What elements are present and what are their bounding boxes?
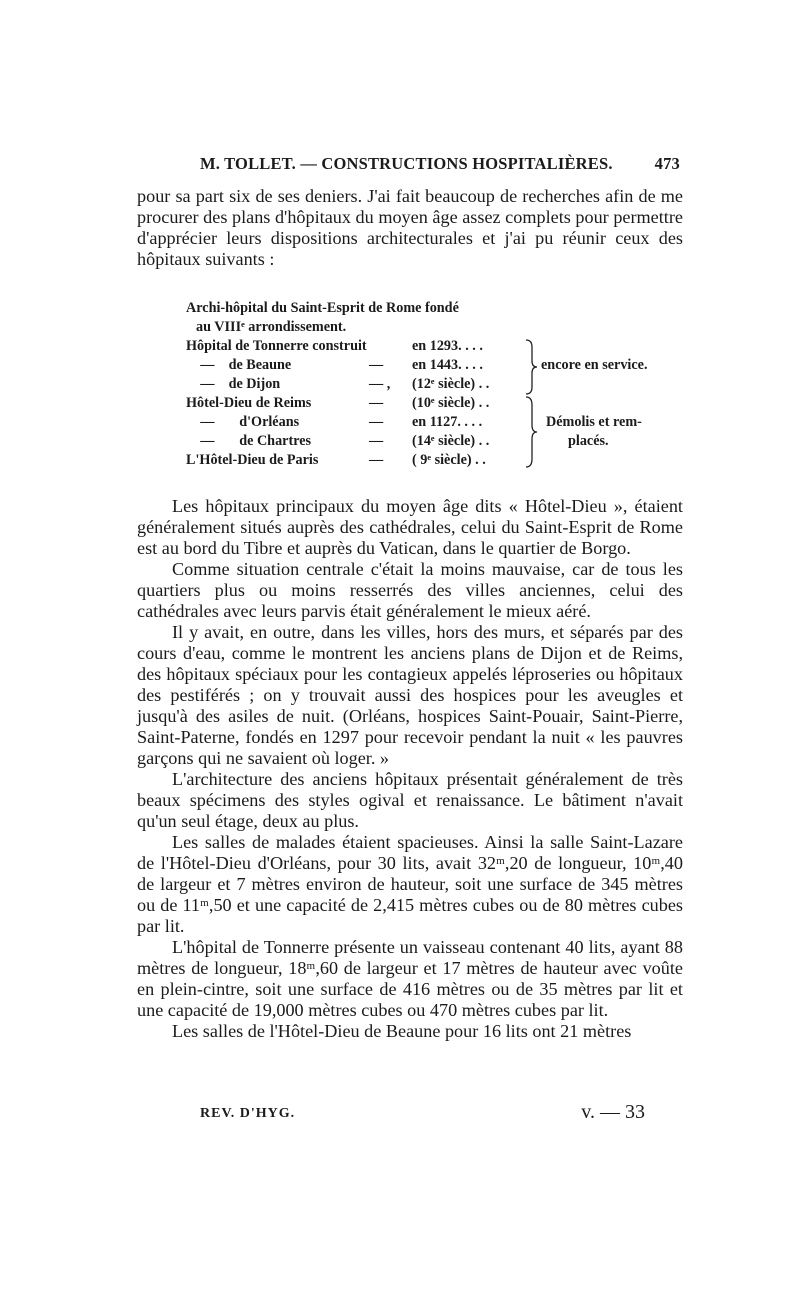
hospital-date: en 1127. . . . xyxy=(412,414,483,430)
main-text xyxy=(137,496,683,1042)
hospital-name: — de Chartres xyxy=(186,433,312,449)
hospital-date: (14ᵉ siècle) . . xyxy=(412,433,490,449)
note-service: encore en service. xyxy=(541,357,648,373)
hospital-list xyxy=(186,299,686,469)
hospital-name: Hôtel-Dieu de Reims xyxy=(186,395,312,411)
page-footer xyxy=(200,1101,645,1127)
list-item xyxy=(186,337,686,356)
hospital-name: L'Hôtel-Dieu de Paris xyxy=(186,452,319,468)
brace-icon xyxy=(524,339,538,395)
list-item xyxy=(186,394,686,413)
volume-sheet-mark: v. — 33 xyxy=(581,1101,645,1123)
ditto-dash: — xyxy=(369,357,384,373)
list-item xyxy=(186,432,686,451)
ditto-dash: — xyxy=(369,452,384,468)
ditto-dash: — xyxy=(369,395,384,411)
ditto-dash: — xyxy=(369,433,384,449)
note-demolished-cont: placés. xyxy=(568,433,609,449)
ditto-dash: — xyxy=(369,414,384,430)
hospital-date: en 1293. . . . xyxy=(412,338,483,354)
hospital-name: — de Beaune xyxy=(186,357,292,373)
hospital-name: — de Dijon xyxy=(186,376,281,392)
paragraph: Comme situation centrale c'était la moins mauvaise, car de tous les quartiers plus ou moins resserrés des villes anciennes, celui des cathédrales avec leurs parvis était généralement le mieux aéré. xyxy=(137,559,683,621)
ditto-dash: — , xyxy=(369,376,391,392)
list-intro-line-1: Archi-hôpital du Saint-Esprit de Rome fondé xyxy=(186,300,459,316)
note-demolished: Démolis et rem- xyxy=(546,414,642,430)
intro-paragraph: pour sa part six de ses deniers. J'ai fait beaucoup de recherches afin de me procurer des plans d'hôpitaux du moyen âge assez complets pour permettre d'apprécier leurs dispositions architecturales et j'ai pu réunir ceux des hôpitaux suivants : xyxy=(137,186,683,269)
paragraph: Les salles de l'Hôtel-Dieu de Beaune pour 16 lits ont 21 mètres xyxy=(172,1021,632,1041)
paragraph: Les hôpitaux principaux du moyen âge dits « Hôtel-Dieu », étaient généralement situés auprès des cathédrales, celui du Saint-Esprit de Rome est au bord du Tibre et auprès du Vatican, dans le quartier de Borgo. xyxy=(137,496,683,558)
hospital-date: (12ᵉ siècle) . . xyxy=(412,376,490,392)
hospital-date: en 1443. . . . xyxy=(412,357,483,373)
paragraph: L'architecture des anciens hôpitaux présentait généralement de très beaux spécimens des styles ogival et renaissance. Le bâtiment n'avait qu'un seul étage, deux au plus. xyxy=(137,769,683,831)
hospital-date: (10ᵉ siècle) . . xyxy=(412,395,490,411)
paragraph: Il y avait, en outre, dans les villes, hors des murs, et séparés par des cours d'eau, comme le montrent les anciens plans de Dijon et de Reims, des hôpitaux spéciaux pour les contagieux appelés léproseries ou hôpitaux des pestiférés ; on y trouvait aussi des hospices pour les aveugles et jusqu'à des asiles de nuit. (Orléans, hospices Saint-Pouair, Saint-Pierre, Saint-Paterne, fondés en 1297 pour recevoir pendant la nuit « les pauvres garçons qui ne savaient où loger. » xyxy=(137,622,683,768)
paragraph: Les salles de malades étaient spacieuses. Ainsi la salle Saint-Lazare de l'Hôtel-Dieu d'Orléans, pour 30 lits, avait 32ᵐ,20 de longueur, 10ᵐ,40 de largeur et 7 mètres environ de hauteur, soit une surface de 345 mètres ou de 11ᵐ,50 et une capacité de 2,415 mètres cubes ou de 80 mètres cubes par lit. xyxy=(137,832,683,936)
hospital-name: — d'Orléans xyxy=(186,414,300,430)
list-item xyxy=(186,451,686,470)
signature-mark: REV. D'HYG. xyxy=(200,1106,296,1121)
hospital-date: ( 9ᵉ siècle) . . xyxy=(412,452,486,468)
list-item xyxy=(186,375,686,394)
running-title: M. TOLLET. — CONSTRUCTIONS HOSPITALIÈRES. xyxy=(200,154,613,173)
hospital-name: Hôpital de Tonnerre construit xyxy=(186,338,367,354)
page-number: 473 xyxy=(654,154,680,173)
list-intro-line-2: au VIIIᵉ arrondissement. xyxy=(196,319,347,335)
intro-block xyxy=(137,186,683,270)
paragraph: L'hôpital de Tonnerre présente un vaisseau contenant 40 lits, ayant 88 mètres de longueur, 18ᵐ,60 de largeur et 17 mètres de hauteur avec voûte en plein-cintre, soit une surface de 416 mètres ou de 35 mètres par lit et une capacité de 19,000 mètres cubes ou 470 mètres cubes par lit. xyxy=(137,937,683,1020)
brace-icon xyxy=(524,396,538,468)
